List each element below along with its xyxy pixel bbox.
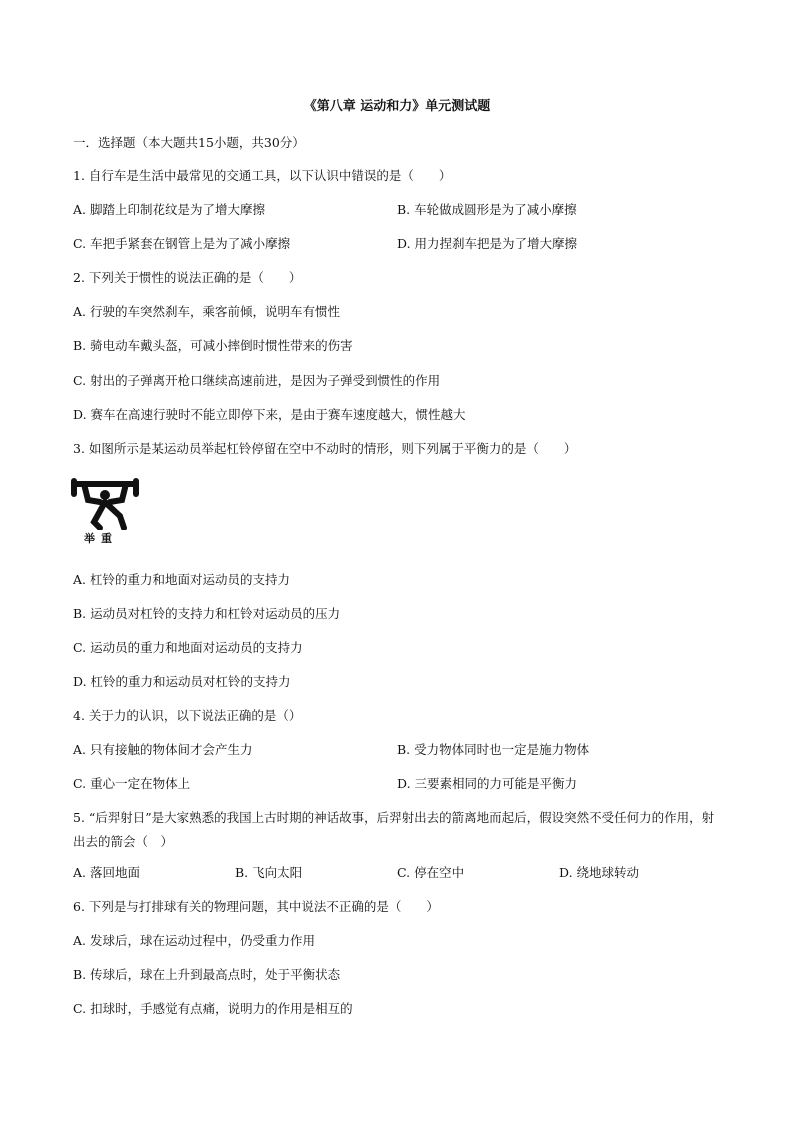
question-5-option-c: C. 停在空中 (397, 865, 465, 880)
question-5-option-a: A. 落回地面 (73, 865, 140, 880)
question-2-option-a: A. 行驶的车突然刹车，乘客前倾，说明车有惯性 (73, 304, 340, 319)
question-1-stem: 1. 自行车是生活中最常见的交通工具，以下认识中错误的是（ ） (73, 168, 452, 183)
question-2-option-c: C. 射出的子弹离开枪口继续高速前进，是因为子弹受到惯性的作用 (73, 373, 441, 388)
question-4-option-d: D. 三要素相同的力可能是平衡力 (397, 776, 578, 791)
question-2-option-b: B. 骑电动车戴头盔，可减小摔倒时惯性带来的伤害 (73, 338, 353, 353)
question-3-option-d: D. 杠铃的重力和运动员对杠铃的支持力 (73, 674, 291, 689)
question-6-stem: 6. 下列是与打排球有关的物理问题，其中说法不正确的是（ ） (73, 899, 439, 914)
question-4-option-c: C. 重心一定在物体上 (73, 776, 191, 791)
question-6-option-a: A. 发球后，球在运动过程中，仍受重力作用 (73, 933, 315, 948)
question-3-stem: 3. 如图所示是某运动员举起杠铃停留在空中不动时的情形，则下列属于平衡力的是（ ） (73, 441, 577, 456)
question-1-option-a: A. 脚踏上印制花纹是为了增大摩擦 (73, 202, 265, 217)
question-1-option-d: D. 用力捏刹车把是为了增大摩擦 (397, 236, 578, 251)
question-3-option-c: C. 运动员的重力和地面对运动员的支持力 (73, 640, 303, 655)
figure-caption: 举重 (84, 532, 118, 545)
weightlifter-icon (70, 478, 142, 530)
weightlifting-figure (70, 478, 142, 550)
question-1-option-b: B. 车轮做成圆形是为了减小摩擦 (397, 202, 577, 217)
question-3-option-b: B. 运动员对杠铃的支持力和杠铃对运动员的压力 (73, 606, 341, 621)
question-2-option-d: D. 赛车在高速行驶时不能立即停下来，是由于赛车速度越大，惯性越大 (73, 407, 466, 422)
question-4-option-a: A. 只有接触的物体间才会产生力 (73, 742, 253, 757)
question-6-option-b: B. 传球后，球在上升到最高点时，处于平衡状态 (73, 967, 341, 982)
question-1-option-c: C. 车把手紧套在钢管上是为了减小摩擦 (73, 236, 291, 251)
question-6-option-c: C. 扣球时，手感觉有点痛，说明力的作用是相互的 (73, 1001, 353, 1016)
question-4-option-b: B. 受力物体同时也一定是施力物体 (397, 742, 590, 757)
question-5-stem: 5. “后羿射日”是大家熟悉的我国上古时期的神话故事，后羿射出去的箭离地而起后，假设突然不受任何力的作用，射出去的箭会（ ） (73, 810, 715, 849)
section-heading: 一．选择题（本大题共15小题，共30分） (73, 135, 305, 150)
question-2-stem: 2. 下列关于惯性的说法正确的是（ ） (73, 270, 302, 285)
question-3-option-a: A. 杠铃的重力和地面对运动员的支持力 (73, 572, 290, 587)
page-title: 《第八章 运动和力》单元测试题 (303, 99, 491, 114)
question-5-option-d: D. 绕地球转动 (559, 865, 640, 880)
question-4-stem: 4. 关于力的认识，以下说法正确的是（） (73, 708, 302, 723)
question-5-option-b: B. 飞向太阳 (235, 865, 303, 880)
